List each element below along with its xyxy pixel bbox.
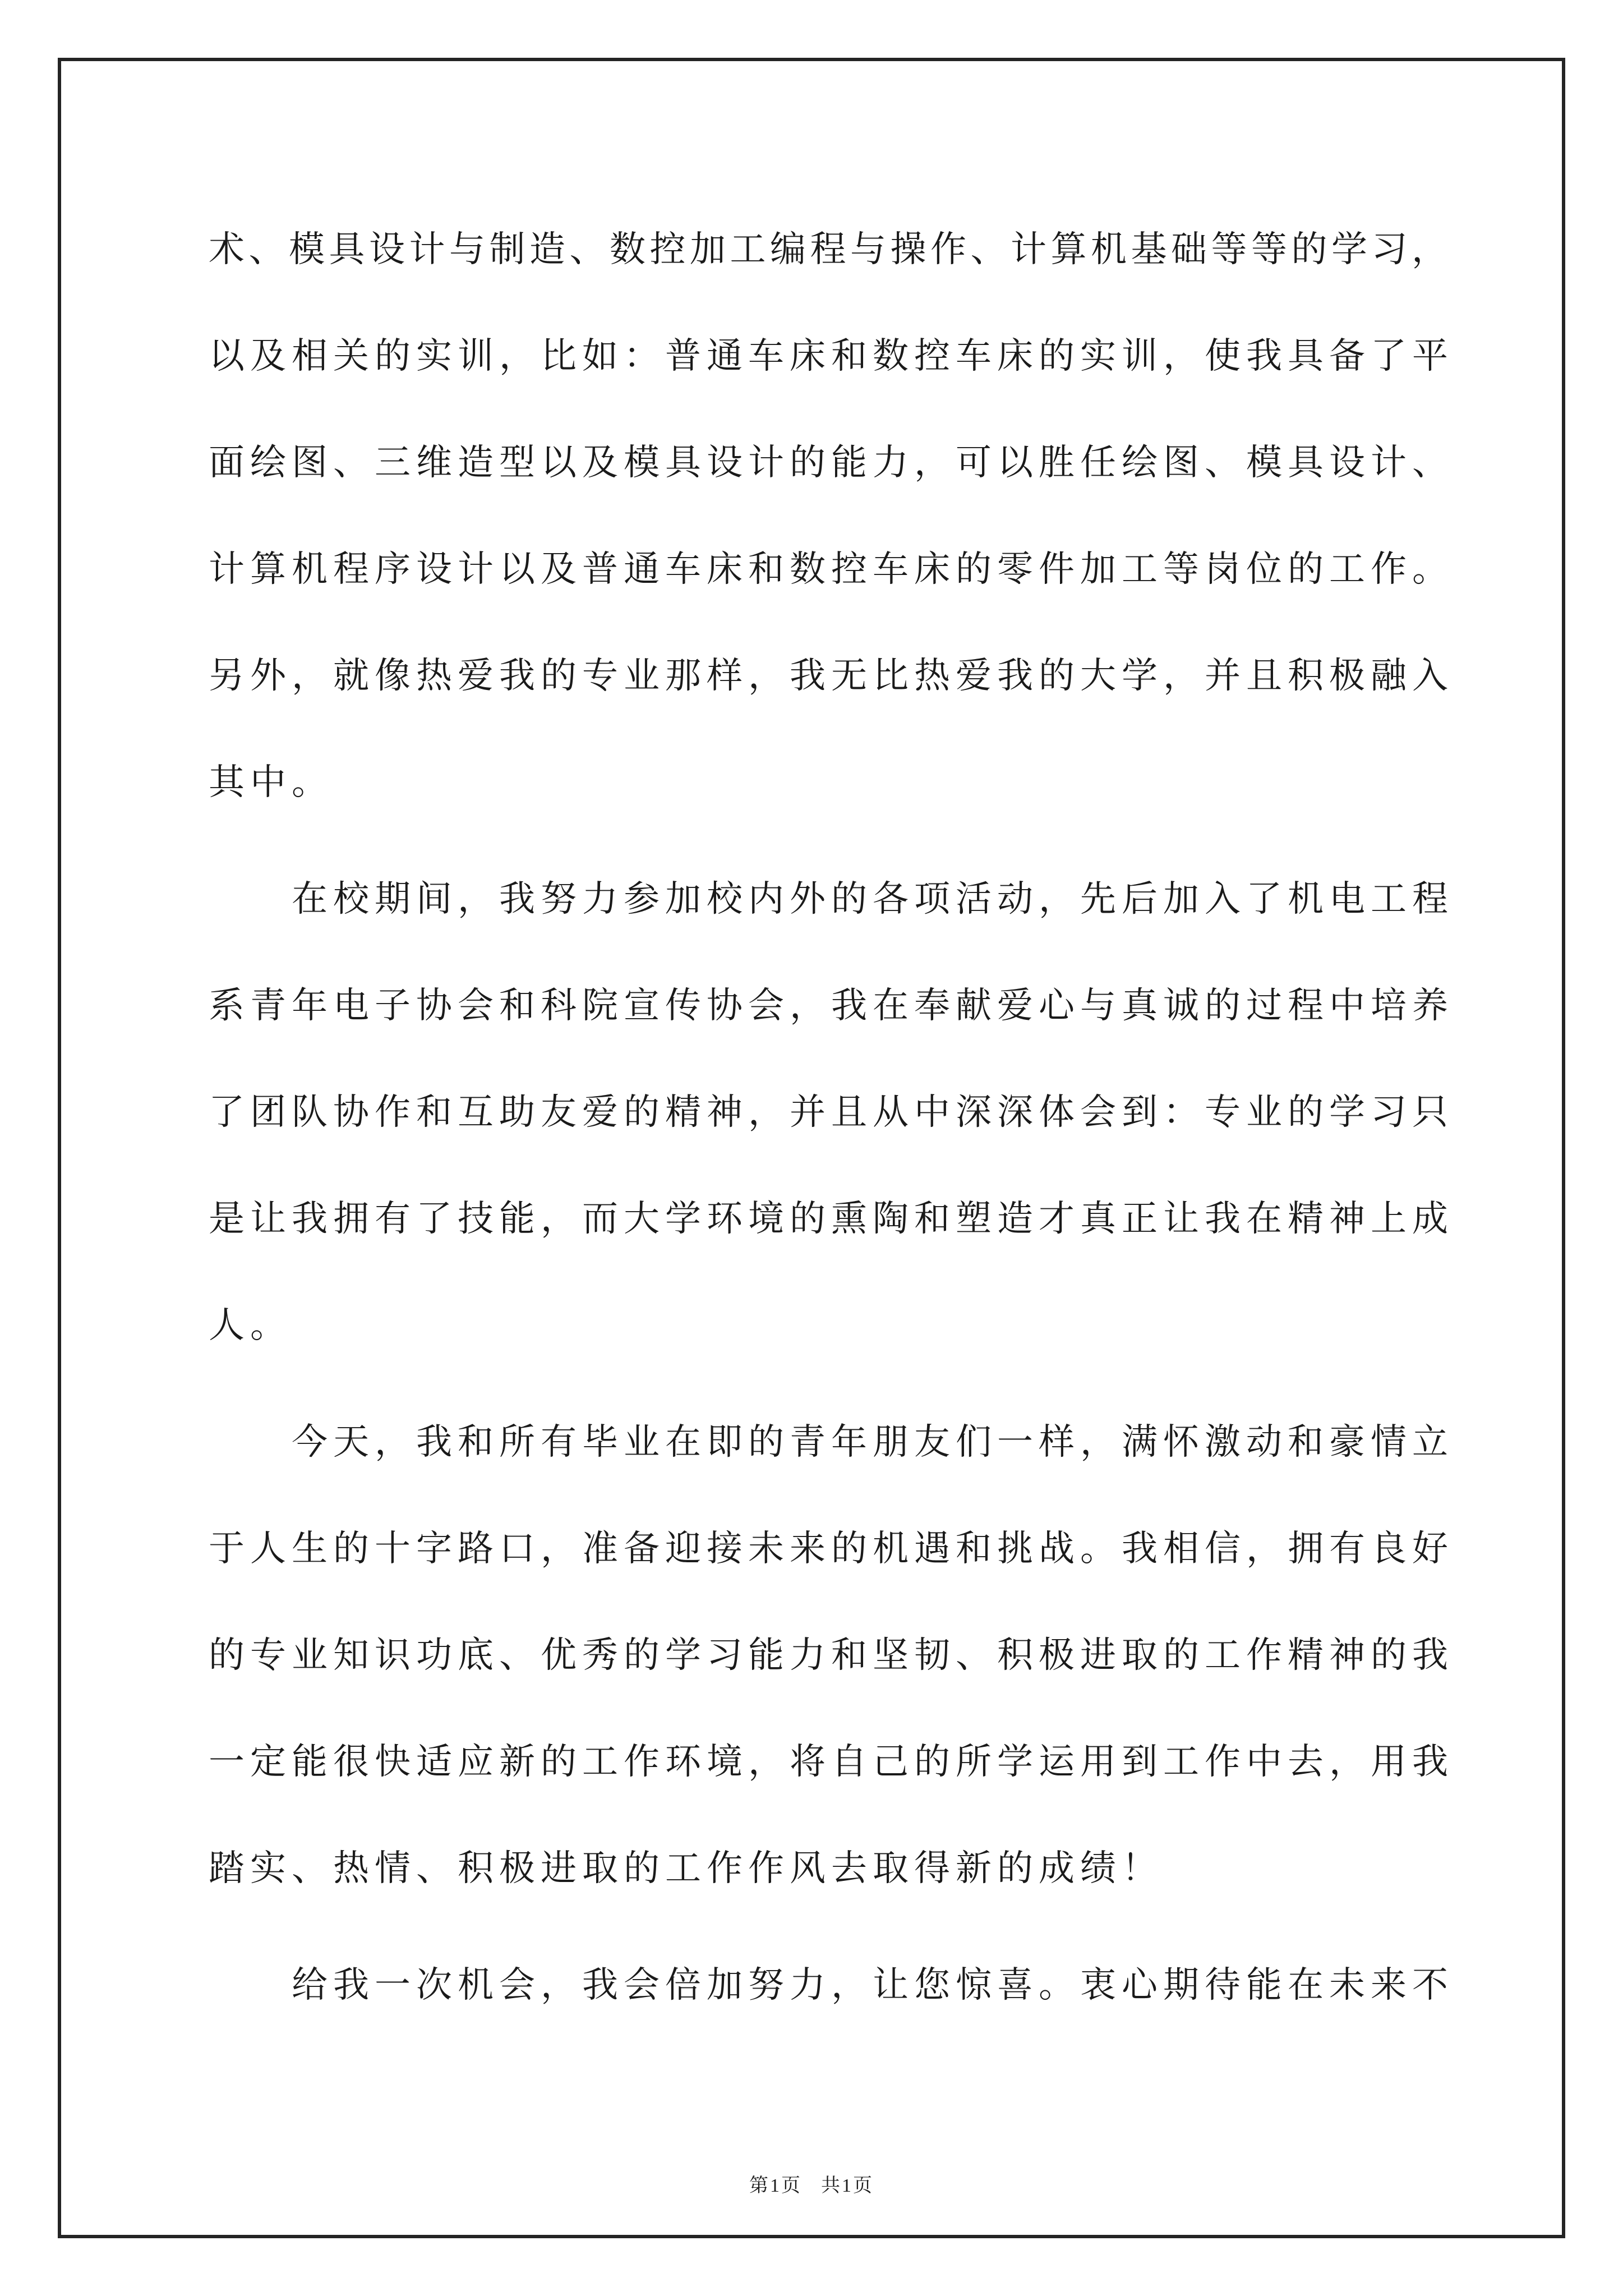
paragraph-line: 一定能很快适应新的工作环境，将自己的所学运用到工作中去，用我: [209, 1742, 1454, 1782]
paragraph: [209, 196, 1515, 836]
paragraph-line: 系青年电子协会和科院宣传协会，我在奉献爱心与真诚的过程中培养: [209, 986, 1454, 1025]
paragraph: [209, 1389, 1515, 1922]
footer-page-number: 第1页: [749, 2175, 802, 2196]
paragraph-line: 面绘图、三维造型以及模具设计的能力，可以胜任绘图、模具设计、: [209, 443, 1454, 482]
paragraph: [209, 846, 1515, 1379]
paragraph-line: 给我一次机会，我会倍加努力，让您惊喜。衷心期待能在未来不: [292, 1965, 1454, 2005]
paragraph-line: 在校期间，我努力参加校内外的各项活动，先后加入了机电工程: [292, 879, 1454, 919]
paragraph-line: 是让我拥有了技能，而大学环境的熏陶和塑造才真正让我在精神上成: [209, 1199, 1454, 1239]
paragraph-line: 的专业知识功底、优秀的学习能力和坚韧、积极进取的工作精神的我: [209, 1635, 1454, 1675]
paragraph-line: 今天，我和所有毕业在即的青年朋友们一样，满怀激动和豪情立: [292, 1422, 1454, 1462]
paragraph-line: 踏实、热情、积极进取的工作作风去取得新的成绩！: [209, 1848, 1163, 1888]
paragraph-line: 于人生的十字路口，准备迎接未来的机遇和挑战。我相信，拥有良好: [209, 1529, 1454, 1568]
paragraph-line: 计算机程序设计以及普通车床和数控车床的零件加工等岗位的工作。: [209, 549, 1454, 589]
paragraph-line: 术、模具设计与制造、数控加工编程与操作、计算机基础等等的学习，: [209, 229, 1452, 269]
document-body: [209, 196, 1515, 2039]
paragraph-line: 人。: [209, 1305, 292, 1345]
paragraph-line: 了团队协作和互助友爱的精神，并且从中深深体会到：专业的学习只: [209, 1092, 1454, 1132]
footer-total-pages: 共1页: [821, 2175, 874, 2196]
paragraph-line: 以及相关的实训，比如：普通车床和数控车床的实训，使我具备了平: [209, 336, 1454, 376]
paragraph: [209, 1932, 1515, 2039]
page-footer: [0, 2170, 1623, 2197]
paragraph-line: 另外，就像热爱我的专业那样，我无比热爱我的大学，并且积极融入: [209, 656, 1454, 696]
paragraph-line: 其中。: [209, 762, 333, 802]
